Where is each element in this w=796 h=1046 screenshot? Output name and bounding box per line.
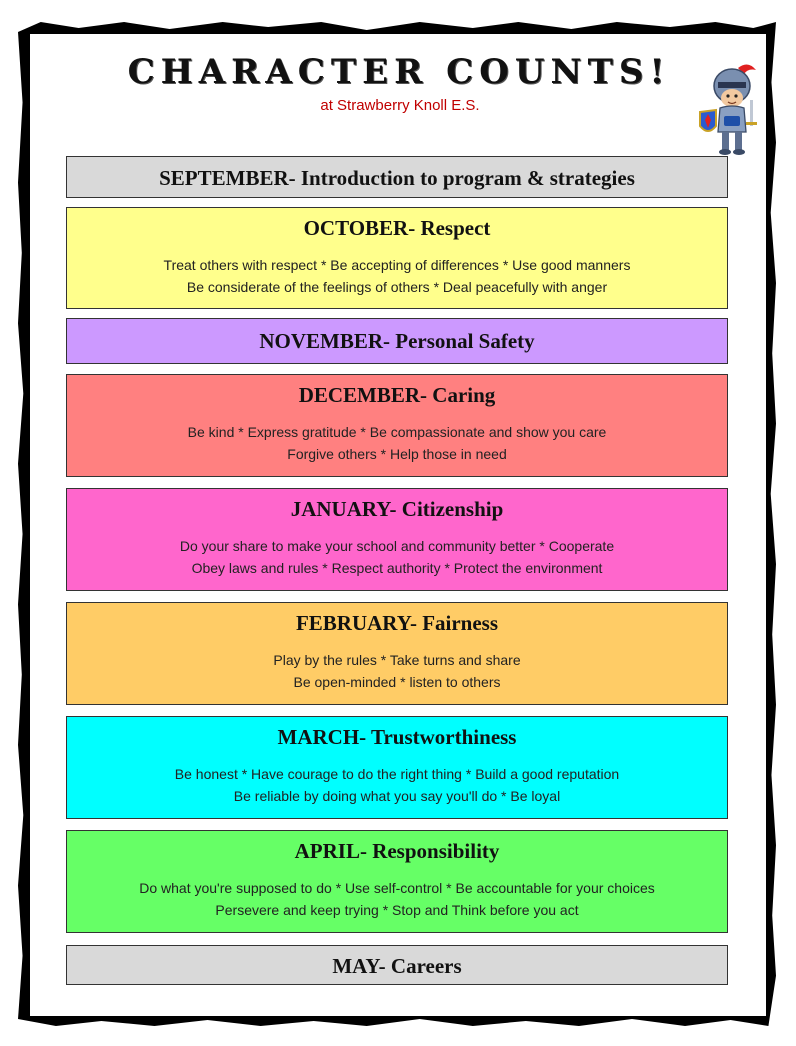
month-description-line: Be reliable by doing what you say you'll do * Be loyal [233,788,561,804]
month-description-line: Treat others with respect * Be accepting of differences * Use good manners [163,257,631,273]
month-heading: APRIL- Responsibility [294,839,500,863]
month-description-line: Be honest * Have courage to do the right thing * Build a good reputation [174,766,620,782]
month-description-line: Do what you're supposed to do * Use self-control * Be accountable for your choices [139,880,655,896]
month-heading: MAY- Careers [332,954,462,978]
month-description-line: Obey laws and rules * Respect authority * Protect the environment [191,560,603,576]
month-april [66,830,728,933]
month-december [66,374,728,477]
month-september [66,156,728,198]
month-heading: NOVEMBER- Personal Safety [259,329,535,353]
month-heading: FEBRUARY- Fairness [295,611,499,635]
month-description-line: Be kind * Express gratitude * Be compassionate and show you care [187,424,607,440]
month-heading: JANUARY- Citizenship [290,497,504,521]
month-description-line: Do your share to make your school and community better * Cooperate [179,538,615,554]
month-heading: DECEMBER- Caring [298,383,496,407]
month-heading: MARCH- Trustworthiness [277,725,517,749]
knight-mascot-icon [694,60,764,156]
month-heading: OCTOBER- Respect [303,216,491,240]
month-november [66,318,728,364]
month-october [66,207,728,309]
month-description-line: Be considerate of the feelings of others * Deal peacefully with anger [186,279,608,295]
month-may [66,945,728,985]
month-january [66,488,728,591]
month-description-line: Persevere and keep trying * Stop and Think before you act [215,902,579,918]
month-description-line: Be open-minded * listen to others [293,674,501,690]
month-description-line: Play by the rules * Take turns and share [273,652,521,668]
month-description-line: Forgive others * Help those in need [287,446,507,462]
month-heading: SEPTEMBER- Introduction to program & strategies [159,166,635,190]
month-march [66,716,728,819]
school-subtitle: at Strawberry Knoll E.S. [320,97,480,114]
month-february [66,602,728,705]
page-title: CHARACTER COUNTS! [127,52,671,92]
